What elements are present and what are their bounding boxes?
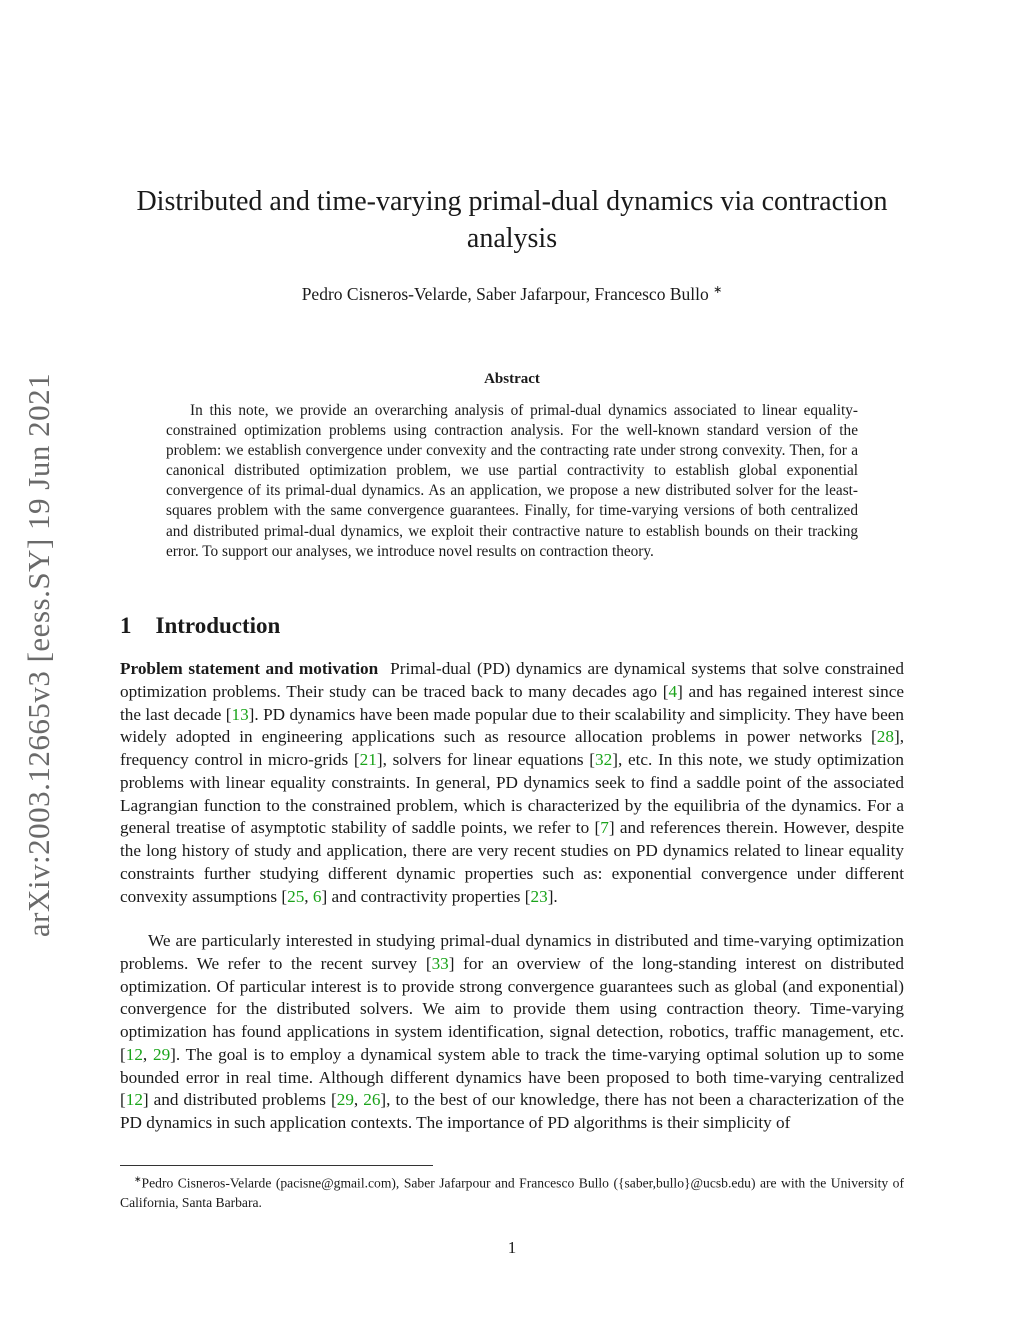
text-run: ] and contractivity properties [: [321, 886, 531, 906]
text-run: ]. The goal is to employ a dynamical system able to track the time-varying optimal solution up to some bounded error in real time. Although different dynamics have been proposed to both time-varying centralized [: [120, 1044, 904, 1110]
citation-link[interactable]: 4: [668, 681, 678, 701]
text-run: We are particularly interested in studying primal-dual dynamics in distributed and time-varying optimization problems. We refer to the recent survey [: [120, 931, 904, 973]
citation-link[interactable]: 29: [152, 1044, 171, 1064]
text-run: ]. PD dynamics have been made popular due to their scalability and simplicity. They have been widely adopted in engineering applications such as resource allocation problems in power networks [: [120, 704, 905, 747]
text-run: ] for an overview of the long-standing interest on distributed optimization. Of particular interest is to provide strong convergence guarantees such as global (and exponential) convergence for the distributed solvers. We aim to provide them using contraction theory. Time-varying optimization has found applications in system identification, signal detection, robotics, traffic management, etc. [: [120, 953, 904, 1064]
text-run: ,: [353, 1090, 364, 1110]
paper-title: Distributed and time-varying primal-dual dynamics via contraction analysis: [136, 186, 888, 254]
author-names: Pedro Cisneros-Velarde, Saber Jafarpour, Francesco Bullo: [301, 283, 709, 304]
text-run: ,: [142, 1044, 153, 1064]
text-run: ] and distributed problems [: [142, 1090, 337, 1110]
section-heading: [120, 613, 280, 639]
citation-link[interactable]: 33: [431, 953, 449, 973]
arxiv-sidebar: [14, 350, 64, 960]
text-run: ], to the best of our knowledge, there has not been a characterization of the PD dynamics in such application contexts. The importance of PD algorithms is their simplicity of: [120, 1090, 904, 1132]
citation-link[interactable]: 32: [595, 750, 613, 769]
citation-link[interactable]: 23: [530, 886, 548, 906]
citation-link[interactable]: 13: [231, 704, 249, 724]
footnote-divider: [120, 1165, 433, 1166]
citation-link[interactable]: 7: [600, 818, 609, 838]
author-list: [110, 283, 914, 305]
page-number: 1: [507, 1238, 517, 1257]
text-run: ,: [304, 886, 313, 906]
section-title: Introduction: [155, 613, 281, 638]
arxiv-identifier: arXiv:2003.12665v3 [eess.SY] 19 Jun 2021: [21, 372, 56, 938]
citation-link[interactable]: 12: [125, 1090, 143, 1110]
citation-link[interactable]: 6: [312, 886, 322, 906]
text-run: ] and references therein. However, despite the long history of study and application, there are very recent studies on PD dynamics related to linear equality constraints further studying different dynamic properties such as: exponential convergence under different convexity assumptions [: [120, 818, 905, 906]
text-run: ].: [547, 886, 558, 906]
abstract-text: In this note, we provide an overarching analysis of primal-dual dynamics associated to linear equality-constrained optimization problems using contraction analysis. For the well-known standard version of the problem: we establish convergence under convexity and the contracting rate under strong convexity. Then, for a canonical distributed optimization problem, we use partial contractivity to establish global exponential convergence of its primal-dual dynamics. As an application, we propose a new distributed solver for the least-squares problem with the same convergence guarantees. Finally, for time-varying versions of both centralized and distributed primal-dual dynamics, we exploit their contractive nature to establish bounds on their tracking error. To support our analyses, we introduce novel results on contraction theory.: [166, 402, 858, 560]
citation-link[interactable]: 28: [876, 727, 894, 747]
paragraph-distributed: [120, 930, 904, 1135]
author-footnote-mark[interactable]: ∗: [713, 284, 723, 296]
citation-link[interactable]: 29: [336, 1090, 354, 1110]
citation-link[interactable]: 26: [363, 1090, 381, 1110]
footnote-text: Pedro Cisneros-Velarde (pacisne@gmail.com), Saber Jafarpour and Francesco Bullo ({saber,bullo}@ucsb.edu) are with the University of California, Santa Barbara.: [120, 1175, 904, 1210]
footnote: [120, 1170, 904, 1212]
text-run: Primal-dual (PD) dynamics are dynamical systems that solve constrained optimization problems. Their study can be traced back to many decades ago [: [120, 659, 904, 701]
text-run: ] and has regained interest since the last decade [: [120, 681, 904, 724]
text-run: ], solvers for linear equations [: [376, 750, 596, 769]
citation-link[interactable]: 25: [287, 886, 305, 906]
citation-link[interactable]: 21: [359, 750, 377, 769]
paragraph-motivation: [120, 658, 904, 908]
section-number: 1: [120, 613, 132, 638]
text-run: ], etc. In this note, we study optimization problems with linear equality constraints. In general, PD dynamics seek to find a saddle point of the associated Lagrangian function to the constrained problem, which is characterized by the equilibria of the dynamics. For a general treatise of asymptotic stability of saddle points, we refer to [: [120, 750, 904, 838]
abstract-heading: Abstract: [484, 371, 540, 387]
text-run: ], frequency control in micro-grids [: [120, 727, 904, 769]
run-in-heading: Problem statement and motivation: [120, 659, 379, 678]
citation-link[interactable]: 12: [125, 1044, 143, 1064]
footnote-mark: ∗: [134, 1174, 142, 1184]
